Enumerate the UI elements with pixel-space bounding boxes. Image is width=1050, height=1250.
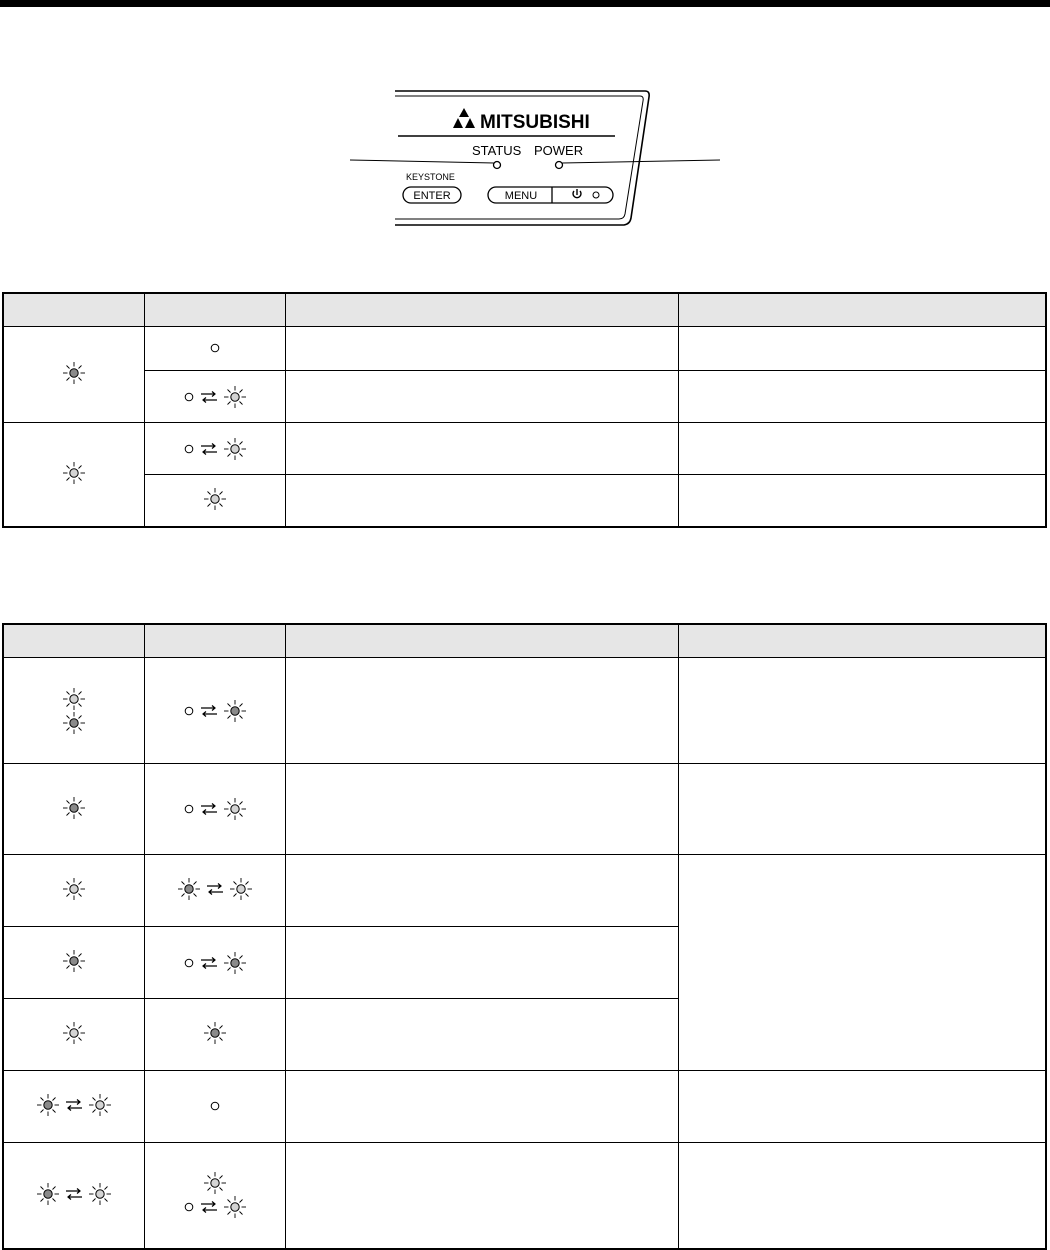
led-blink-dark-icon <box>62 711 86 735</box>
table-cell <box>285 371 678 423</box>
led-blink-light-icon <box>62 461 86 485</box>
table-row <box>3 327 1046 371</box>
table-row <box>3 658 1046 764</box>
power-led-cell <box>3 327 144 423</box>
led-blink-dark-icon <box>177 877 201 901</box>
header-cell <box>285 293 678 327</box>
top-rule <box>0 0 1050 7</box>
header-cell <box>3 624 144 658</box>
led-table-normal <box>2 292 1047 528</box>
led-off-icon <box>183 391 195 403</box>
led-blink-light-icon <box>88 1093 112 1117</box>
table-cell <box>285 855 678 927</box>
status-led-cell <box>144 658 285 764</box>
led-off-icon <box>183 705 195 717</box>
led-off-icon <box>183 1201 195 1213</box>
led-off-icon <box>183 957 195 969</box>
power-led-cell <box>3 855 144 927</box>
alternate-arrows-icon <box>64 1098 84 1112</box>
table-row <box>3 475 1046 527</box>
table-cell <box>678 475 1046 527</box>
table-header-row <box>3 293 1046 327</box>
alternate-arrows-icon <box>199 390 219 404</box>
table-cell <box>678 764 1046 855</box>
power-led-cell <box>3 423 144 527</box>
table-cell <box>678 1143 1046 1249</box>
mitsubishi-logo <box>453 108 590 133</box>
led-blink-dark-icon <box>223 951 247 975</box>
power-led-cell <box>3 764 144 855</box>
status-led-cell <box>144 371 285 423</box>
table-cell <box>285 999 678 1071</box>
table-row <box>3 371 1046 423</box>
table-cell <box>285 927 678 999</box>
led-off-icon <box>183 443 195 455</box>
alternate-arrows-icon <box>199 1200 219 1214</box>
alternate-arrows-icon <box>205 882 225 896</box>
table-cell <box>285 423 678 475</box>
led-blink-light-icon <box>223 437 247 461</box>
header-cell <box>3 293 144 327</box>
header-cell <box>285 624 678 658</box>
power-label: POWER <box>534 143 584 158</box>
header-cell <box>144 624 285 658</box>
led-blink-light-icon <box>88 1182 112 1206</box>
enter-label: ENTER <box>413 190 451 202</box>
led-off-icon <box>209 1100 221 1112</box>
standby-indicator-icon <box>593 192 599 198</box>
led-blink-light-icon <box>203 487 227 511</box>
status-led-cell <box>144 1143 285 1249</box>
status-led-icon <box>494 162 501 169</box>
table-row <box>3 764 1046 855</box>
power-led-cell <box>3 1143 144 1249</box>
power-led-cell <box>3 927 144 999</box>
table-cell <box>285 1071 678 1143</box>
header-cell <box>678 293 1046 327</box>
control-panel-illustration <box>340 86 730 234</box>
menu-label: MENU <box>504 190 538 202</box>
status-led-cell <box>144 475 285 527</box>
status-led-cell <box>144 764 285 855</box>
table-row <box>3 423 1046 475</box>
table-row <box>3 1071 1046 1143</box>
power-led-cell <box>3 1071 144 1143</box>
led-blink-light-icon <box>229 877 253 901</box>
led-off-icon <box>209 342 221 354</box>
table-header-row <box>3 624 1046 658</box>
table-cell <box>678 1071 1046 1143</box>
led-blink-light-icon <box>62 687 86 711</box>
led-blink-dark-icon <box>62 796 86 820</box>
led-blink-dark-icon <box>36 1182 60 1206</box>
led-blink-dark-icon <box>223 699 247 723</box>
table-cell <box>285 1143 678 1249</box>
alternate-arrows-icon <box>64 1187 84 1201</box>
alternate-arrows-icon <box>199 704 219 718</box>
led-blink-dark-icon <box>62 361 86 385</box>
alternate-arrows-icon <box>199 442 219 456</box>
table-cell <box>678 327 1046 371</box>
led-blink-light-icon <box>62 877 86 901</box>
led-blink-dark-icon <box>62 949 86 973</box>
status-led-cell <box>144 1071 285 1143</box>
header-cell <box>678 624 1046 658</box>
status-led-cell <box>144 927 285 999</box>
table-row <box>3 1143 1046 1249</box>
led-blink-light-icon <box>223 1195 247 1219</box>
table-cell <box>285 764 678 855</box>
led-table-warnings <box>2 623 1047 1250</box>
status-label: STATUS <box>472 143 522 158</box>
status-led-cell <box>144 327 285 371</box>
led-blink-light-icon <box>223 797 247 821</box>
table-cell <box>285 658 678 764</box>
power-led-icon <box>556 162 563 169</box>
table-row <box>3 855 1046 927</box>
alternate-arrows-icon <box>199 956 219 970</box>
led-blink-dark-icon <box>36 1093 60 1117</box>
header-cell <box>144 293 285 327</box>
keystone-label: KEYSTONE <box>406 172 455 182</box>
power-led-cell <box>3 999 144 1071</box>
status-led-cell <box>144 999 285 1071</box>
status-led-cell <box>144 855 285 927</box>
table-cell <box>678 371 1046 423</box>
led-off-icon <box>183 803 195 815</box>
led-blink-light-icon <box>62 1021 86 1045</box>
led-blink-dark-icon <box>203 1021 227 1045</box>
table-cell <box>678 423 1046 475</box>
table-cell <box>678 658 1046 764</box>
table-cell <box>678 855 1046 1071</box>
alternate-arrows-icon <box>199 802 219 816</box>
led-blink-light-icon <box>223 385 247 409</box>
power-led-cell <box>3 658 144 764</box>
brand-label: MITSUBISHI <box>480 112 590 133</box>
status-led-cell <box>144 423 285 475</box>
table-cell <box>285 475 678 527</box>
led-blink-light-icon <box>203 1171 227 1195</box>
table-cell <box>285 327 678 371</box>
